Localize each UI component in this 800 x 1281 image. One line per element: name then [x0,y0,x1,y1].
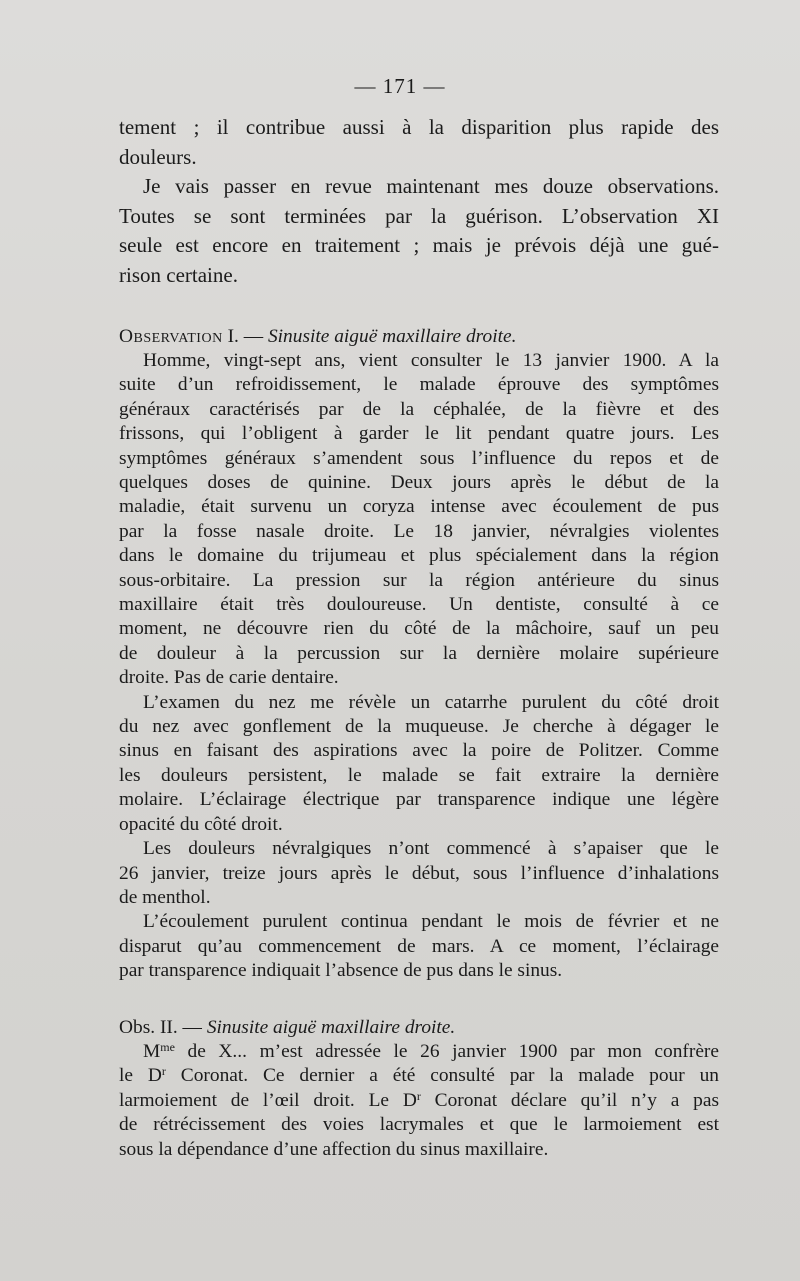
observation-heading [119,325,719,349]
text-line: larmoiement de l’œil droit. Le $D^r$ Coronat déclare qu’il n’y a pas [119,1088,719,1111]
text-line: molaire. L’éclairage électrique par transparence indique une légère [119,789,719,811]
text-line: maxillaire était très douloureuse. Un dentiste, consulté à ce [119,594,719,616]
text-line: 26 janvier, treize jours après le début, sous l’influence d’inhalations [119,862,719,884]
text-line: maladie, était survenu un coryza intense avec écoulement de pus [119,496,719,518]
text-line: de menthol. [119,886,211,908]
observation-heading [119,1016,719,1040]
observation-1 [119,325,719,984]
intro-paragraphs [119,113,719,291]
text-line: par transparence indiquait l’absence de pus dans le sinus. [119,960,563,982]
text-line: suite d’un refroidissement, le malade éprouve des symptômes [119,374,719,396]
text-line: frissons, qui l’obligent à garder le lit pendant quatre jours. Les [119,423,719,445]
text-line: Je vais passer en revue maintenant mes douze observations. [143,174,719,199]
text-line: douleurs. [119,144,197,169]
text-line: dans le domaine du trijumeau et plus spécialement dans la région [119,545,719,567]
page-number: — 171 — [354,74,446,98]
text-line: opacité du côté droit. [119,813,283,835]
observation-title: Sinusite aiguë maxillaire droite. [206,1016,456,1038]
text-line: quelques doses de quinine. Deux jours après le début de la [119,472,719,493]
text-line: disparut qu’au commencement de mars. A ce moment, l’éclairage [119,935,719,957]
text-line: du nez avec gonflement de la muqueuse. Je cherche à dégager le [119,716,719,738]
text-line: sous la dépendance d’une affection du sinus maxillaire. [119,1138,549,1160]
text-line: L’écoulement purulent continua pendant le mois de février et ne [143,911,719,933]
text-line: de rétrécissement des voies lacrymales et que le larmoiement est [119,1114,719,1136]
text-line: Toutes se sont terminées par la guérison. L’observation XI [119,203,719,228]
text-line: L’examen du nez me révèle un catarrhe purulent du côté droit [143,691,719,713]
text-line: Homme, vingt-sept ans, vient consulter le 13 janvier 1900. A la [143,349,719,371]
text-line: par la fosse nasale droite. Le 18 janvier, névralgies violentes [119,520,719,542]
text-line: le $D^r$ Coronat. Ce dernier a été consulté par la malade pour un [119,1064,719,1087]
text-line: les douleurs persistent, le malade se fait extraire la dernière [119,764,719,786]
text-line: de douleur à la percussion sur la dernière molaire supérieure [119,642,719,664]
observation-label: Obs. II. — [119,1016,202,1038]
text-line: généraux caractérisés par de la céphalée, de la fièvre et des [119,398,719,420]
observation-number: I. — [227,325,264,347]
text-line: $M^{me}$ de X... m’est adressée le 26 janvier 1900 par mon confrère [143,1039,719,1062]
text-line: tement ; il contribue aussi à la disparition plus rapide des [119,115,719,139]
text-line: droite. Pas de carie dentaire. [119,667,339,689]
text-line: sous-orbitaire. La pression sur la région antérieure du sinus [119,569,719,591]
observation-title: Sinusite aiguë maxillaire droite. [267,325,517,347]
page-body [119,113,719,1162]
text-line: rison certaine. [119,262,238,287]
text-line: symptômes généraux s’amendent sous l’influence du repos et de [119,447,719,469]
text-line: sinus en faisant des aspirations avec la poire de Politzer. Comme [119,740,719,762]
text-line: Les douleurs névralgiques n’ont commencé à s’apaiser que le [143,838,719,860]
observation-2 [119,1016,719,1162]
observation-label: Observation [119,325,223,347]
text-line: seule est encore en traitement ; mais je prévois déjà une gué- [119,233,719,258]
text-line: moment, ne découvre rien du côté de la mâchoire, sauf un peu [119,618,719,640]
